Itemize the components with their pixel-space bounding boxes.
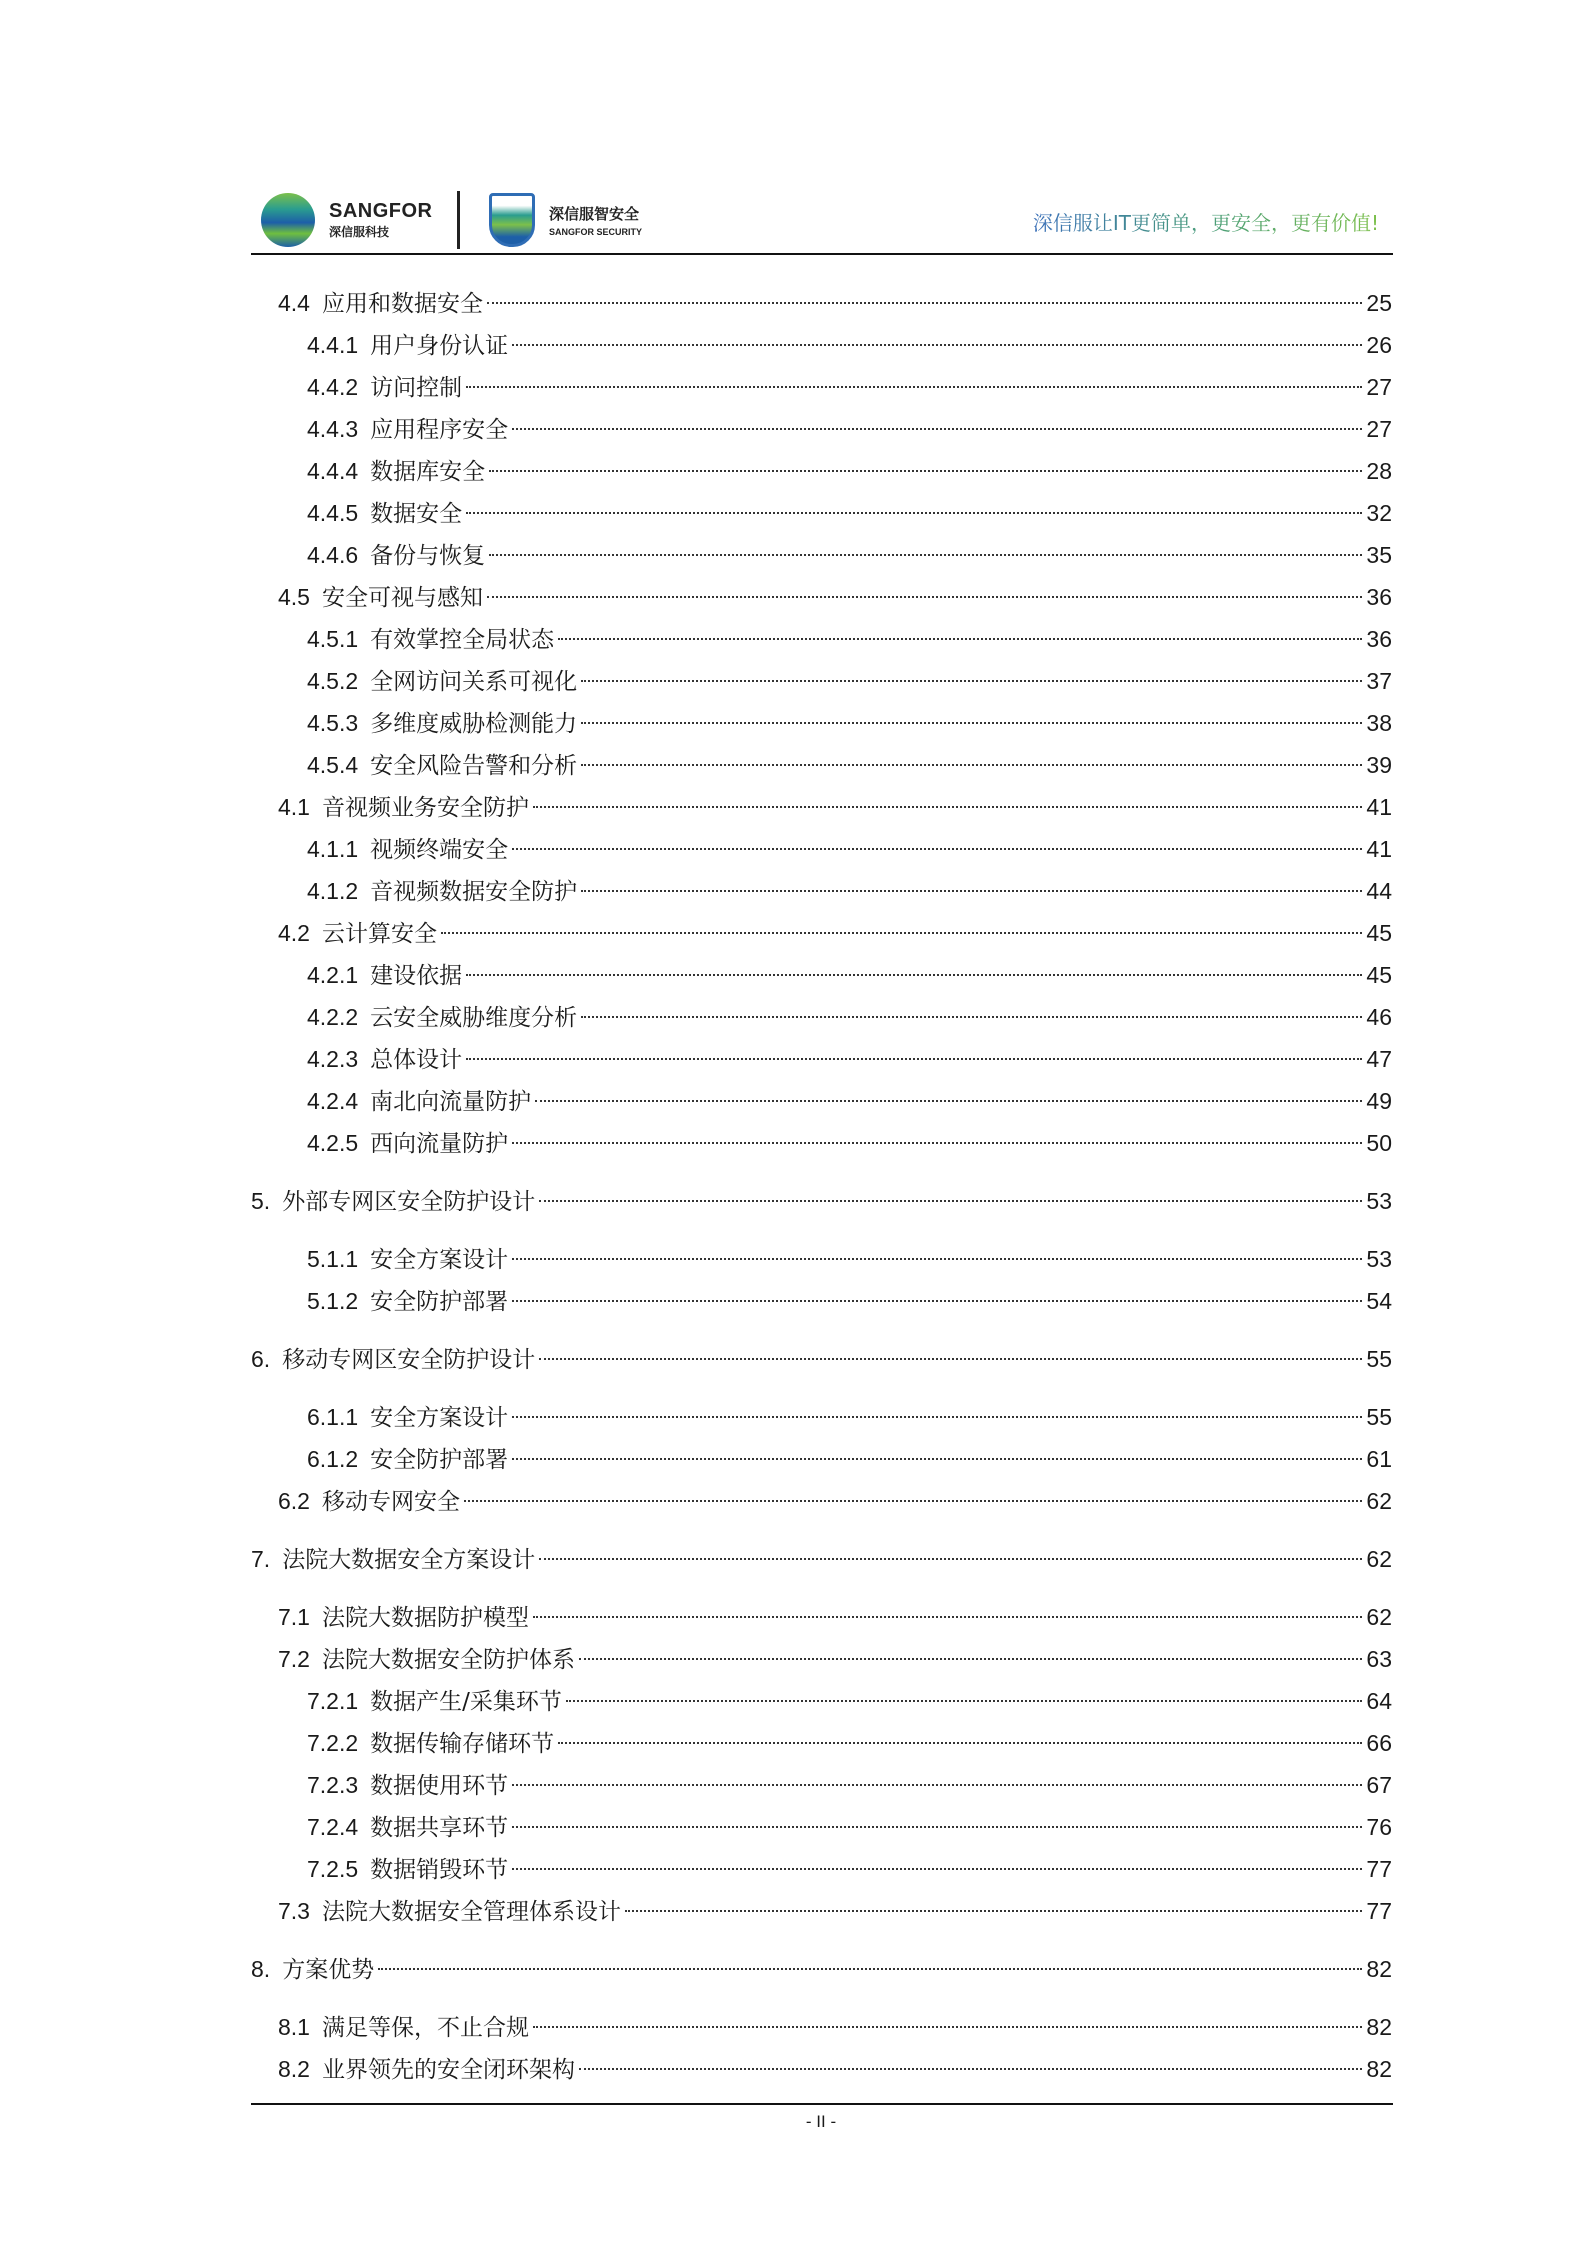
header-rule — [251, 253, 1393, 255]
toc-entry-title: 音视频业务安全防护 — [321, 795, 529, 821]
toc-entry-page: 66 — [1366, 1730, 1392, 1756]
toc-entry-number: 4.4 — [278, 290, 310, 316]
toc-entry-number: 7.2.3 — [307, 1772, 359, 1798]
dot-leader — [466, 1058, 1362, 1060]
toc-entry-page: 35 — [1366, 542, 1392, 568]
toc-entry[interactable] — [251, 408, 1392, 450]
dot-leader — [464, 1500, 1362, 1502]
toc-entry-title: 安全方案设计 — [370, 1247, 509, 1273]
toc-entry-number: 4.5.4 — [307, 752, 359, 778]
toc-entry[interactable] — [251, 2006, 1392, 2048]
dot-leader — [581, 680, 1362, 682]
toc-entry[interactable] — [251, 1238, 1392, 1280]
toc-entry-page: 82 — [1366, 1956, 1392, 1982]
toc-entry-number: 4.5.1 — [307, 626, 359, 652]
toc-entry-page: 67 — [1366, 1772, 1392, 1798]
toc-entry-title: 全网访问关系可视化 — [370, 669, 578, 695]
toc-entry[interactable] — [251, 1948, 1392, 1990]
slogan: 深信服让IT更简单，更安全，更有价值! — [1033, 207, 1379, 236]
toc-entry-page: 55 — [1366, 1404, 1392, 1430]
toc-entry-page: 46 — [1366, 1004, 1392, 1030]
toc-entry-title: 数据共享环节 — [370, 1815, 509, 1841]
toc-entry-number: 7.2.5 — [307, 1856, 359, 1882]
toc-entry-page: 64 — [1366, 1688, 1392, 1714]
dot-leader — [512, 848, 1362, 850]
security-logo-cn: 深信服智安全 — [549, 205, 640, 223]
dot-leader — [487, 596, 1362, 598]
toc-entry-number: 4.2.4 — [307, 1088, 359, 1114]
toc-entry[interactable] — [251, 324, 1392, 366]
toc-entry-title: 安全防护部署 — [370, 1289, 509, 1315]
dot-leader — [512, 1868, 1362, 1870]
toc-entry-number: 4.2.5 — [307, 1130, 359, 1156]
toc-entry-number: 4.4.4 — [307, 458, 359, 484]
table-of-contents — [251, 282, 1392, 2090]
toc-entry-page: 62 — [1366, 1488, 1392, 1514]
dot-leader — [581, 890, 1362, 892]
toc-entry-number: 4.5 — [278, 584, 310, 610]
toc-entry-page: 44 — [1366, 878, 1392, 904]
toc-entry[interactable] — [251, 450, 1392, 492]
dot-leader — [512, 1142, 1362, 1144]
toc-entry[interactable] — [251, 912, 1392, 954]
toc-entry-page: 53 — [1366, 1188, 1392, 1214]
toc-entry-number: 4.4.3 — [307, 416, 359, 442]
toc-entry[interactable] — [251, 1806, 1392, 1848]
toc-entry-title: 视频终端安全 — [370, 837, 509, 863]
dot-leader — [512, 1784, 1362, 1786]
dot-leader — [466, 386, 1362, 388]
dot-leader — [539, 1200, 1362, 1202]
toc-entry-page: 77 — [1366, 1856, 1392, 1882]
toc-entry[interactable] — [251, 1122, 1392, 1164]
toc-entry-number: 7.3 — [278, 1898, 310, 1924]
dot-leader — [512, 344, 1362, 346]
toc-entry-title: 云计算安全 — [321, 921, 437, 947]
toc-entry-title: 总体设计 — [370, 1047, 463, 1073]
toc-entry-number: 5. — [251, 1188, 271, 1214]
toc-entry-title: 安全风险告警和分析 — [370, 753, 578, 779]
toc-entry-title: 数据库安全 — [370, 459, 486, 485]
toc-entry[interactable] — [251, 786, 1392, 828]
toc-entry-title: 音视频数据安全防护 — [370, 879, 578, 905]
toc-entry-number: 4.5.3 — [307, 710, 359, 736]
dot-leader — [512, 1416, 1362, 1418]
toc-entry[interactable] — [251, 576, 1392, 618]
toc-entry-title: 移动专网区安全防护设计 — [282, 1347, 536, 1373]
toc-entry-number: 6.1.2 — [307, 1446, 359, 1472]
toc-entry-title: 数据安全 — [370, 501, 463, 527]
toc-entry-number: 7.2.1 — [307, 1688, 359, 1714]
toc-entry-title: 建设依据 — [370, 963, 463, 989]
toc-entry[interactable] — [251, 660, 1392, 702]
toc-entry-title: 法院大数据防护模型 — [321, 1605, 529, 1631]
toc-entry-page: 28 — [1366, 458, 1392, 484]
toc-entry-page: 26 — [1366, 332, 1392, 358]
toc-entry-number: 4.1.1 — [307, 836, 359, 862]
toc-entry-title: 访问控制 — [370, 375, 463, 401]
toc-entry-number: 8.1 — [278, 2014, 310, 2040]
toc-entry-number: 5.1.1 — [307, 1246, 359, 1272]
toc-entry-number: 5.1.2 — [307, 1288, 359, 1314]
toc-entry-number: 7.2.4 — [307, 1814, 359, 1840]
toc-entry-page: 53 — [1366, 1246, 1392, 1272]
page-number: - II - — [805, 2112, 837, 2131]
toc-entry-page: 63 — [1366, 1646, 1392, 1672]
sangfor-security-logo — [489, 193, 642, 247]
toc-entry[interactable] — [251, 366, 1392, 408]
dot-leader — [535, 1100, 1362, 1102]
toc-entry-title: 业界领先的安全闭环架构 — [321, 2057, 575, 2083]
toc-entry-number: 4.1 — [278, 794, 310, 820]
footer-rule — [251, 2103, 1393, 2105]
toc-entry[interactable] — [251, 1438, 1392, 1480]
toc-entry-title: 多维度威胁检测能力 — [370, 711, 578, 737]
toc-entry-title: 数据使用环节 — [370, 1773, 509, 1799]
toc-entry-page: 37 — [1366, 668, 1392, 694]
toc-entry-title: 备份与恢复 — [370, 543, 486, 569]
dot-leader — [489, 554, 1362, 556]
toc-entry-page: 76 — [1366, 1814, 1392, 1840]
dot-leader — [489, 470, 1362, 472]
toc-entry[interactable] — [251, 828, 1392, 870]
toc-entry-title: 法院大数据安全管理体系设计 — [321, 1899, 621, 1925]
toc-entry-title: 安全防护部署 — [370, 1447, 509, 1473]
dot-leader — [533, 1616, 1362, 1618]
toc-entry-number: 7.1 — [278, 1604, 310, 1630]
toc-entry-page: 54 — [1366, 1288, 1392, 1314]
toc-entry-page: 50 — [1366, 1130, 1392, 1156]
dot-leader — [441, 932, 1362, 934]
toc-entry-page: 41 — [1366, 836, 1392, 862]
dot-leader — [579, 2068, 1362, 2070]
logo-brand-cn: 深信服科技 — [329, 225, 390, 239]
toc-entry-page: 39 — [1366, 752, 1392, 778]
toc-entry-title: 云安全威胁维度分析 — [370, 1005, 578, 1031]
toc-entry-page: 45 — [1366, 920, 1392, 946]
toc-entry-number: 8.2 — [278, 2056, 310, 2082]
toc-entry[interactable] — [251, 1280, 1392, 1322]
dot-leader — [466, 512, 1362, 514]
dot-leader — [581, 764, 1362, 766]
toc-entry[interactable] — [251, 1722, 1392, 1764]
toc-entry-page: 62 — [1366, 1604, 1392, 1630]
toc-entry-number: 4.2.1 — [307, 962, 359, 988]
dot-leader — [512, 1458, 1362, 1460]
toc-entry[interactable] — [251, 1638, 1392, 1680]
toc-entry[interactable] — [251, 744, 1392, 786]
toc-entry[interactable] — [251, 702, 1392, 744]
toc-entry-number: 4.5.2 — [307, 668, 359, 694]
toc-entry-title: 满足等保，不止合规 — [321, 2015, 529, 2041]
toc-entry[interactable] — [251, 954, 1392, 996]
toc-entry-title: 数据传输存储环节 — [370, 1731, 555, 1757]
toc-entry-number: 6. — [251, 1346, 271, 1372]
toc-entry[interactable] — [251, 1080, 1392, 1122]
toc-entry[interactable] — [251, 1338, 1392, 1380]
shield-icon — [489, 193, 535, 247]
toc-entry-number: 4.4.6 — [307, 542, 359, 568]
dot-leader — [512, 1826, 1362, 1828]
toc-entry-title: 应用程序安全 — [370, 417, 509, 443]
toc-entry-page: 62 — [1366, 1546, 1392, 1572]
toc-entry[interactable] — [251, 618, 1392, 660]
toc-entry-title: 数据产生/采集环节 — [370, 1689, 562, 1715]
toc-entry-page: 27 — [1366, 416, 1392, 442]
toc-entry-page: 25 — [1366, 290, 1392, 316]
toc-entry[interactable] — [251, 870, 1392, 912]
toc-entry-title: 方案优势 — [282, 1957, 375, 1983]
toc-entry-title: 用户身份认证 — [370, 333, 509, 359]
toc-entry-number: 7.2 — [278, 1646, 310, 1672]
toc-entry-page: 38 — [1366, 710, 1392, 736]
dot-leader — [625, 1910, 1362, 1912]
toc-entry-title: 外部专网区安全防护设计 — [282, 1189, 536, 1215]
toc-entry-number: 4.2.2 — [307, 1004, 359, 1030]
toc-entry-title: 法院大数据安全方案设计 — [282, 1547, 536, 1573]
dot-leader — [533, 2026, 1362, 2028]
toc-entry-number: 4.4.1 — [307, 332, 359, 358]
toc-entry-page: 41 — [1366, 794, 1392, 820]
toc-entry-page: 55 — [1366, 1346, 1392, 1372]
toc-entry[interactable] — [251, 1038, 1392, 1080]
dot-leader — [581, 722, 1362, 724]
toc-entry-number: 7.2.2 — [307, 1730, 359, 1756]
toc-entry-number: 8. — [251, 1956, 271, 1982]
toc-entry-title: 法院大数据安全防护体系 — [321, 1647, 575, 1673]
toc-entry-number: 4.4.5 — [307, 500, 359, 526]
toc-entry-title: 西向流量防护 — [370, 1131, 509, 1157]
dot-leader — [533, 806, 1362, 808]
toc-entry-title: 安全方案设计 — [370, 1405, 509, 1431]
dot-leader — [579, 1658, 1362, 1660]
dot-leader — [539, 1358, 1362, 1360]
dot-leader — [512, 1300, 1362, 1302]
toc-entry-page: 77 — [1366, 1898, 1392, 1924]
toc-entry-title: 南北向流量防护 — [370, 1089, 532, 1115]
toc-entry-page: 36 — [1366, 626, 1392, 652]
dot-leader — [558, 1742, 1362, 1744]
toc-entry-page: 49 — [1366, 1088, 1392, 1114]
toc-entry[interactable] — [251, 1680, 1392, 1722]
page-header — [251, 185, 1393, 255]
toc-entry[interactable] — [251, 1848, 1392, 1890]
toc-entry-page: 27 — [1366, 374, 1392, 400]
toc-entry[interactable] — [251, 2048, 1392, 2090]
toc-entry-number: 6.1.1 — [307, 1404, 359, 1430]
logo-divider — [457, 191, 460, 249]
dot-leader — [466, 974, 1362, 976]
toc-entry[interactable] — [251, 1396, 1392, 1438]
toc-entry[interactable] — [251, 1596, 1392, 1638]
toc-entry-title: 应用和数据安全 — [321, 291, 483, 317]
dot-leader — [581, 1016, 1362, 1018]
toc-entry-page: 82 — [1366, 2056, 1392, 2082]
toc-entry[interactable] — [251, 1180, 1392, 1222]
dot-leader — [566, 1700, 1363, 1702]
dot-leader — [378, 1968, 1362, 1970]
toc-entry-page: 32 — [1366, 500, 1392, 526]
toc-entry[interactable] — [251, 534, 1392, 576]
toc-entry-title: 移动专网安全 — [321, 1489, 460, 1515]
toc-entry-number: 4.2.3 — [307, 1046, 359, 1072]
logo-brand-en: SANGFOR — [329, 200, 433, 222]
toc-entry[interactable] — [251, 1764, 1392, 1806]
toc-entry-number: 4.2 — [278, 920, 310, 946]
toc-entry-title: 数据销毁环节 — [370, 1857, 509, 1883]
toc-entry[interactable] — [251, 282, 1392, 324]
dot-leader — [512, 1258, 1362, 1260]
toc-entry-number: 7. — [251, 1546, 271, 1572]
dot-leader — [558, 638, 1362, 640]
toc-entry-number: 6.2 — [278, 1488, 310, 1514]
toc-entry-page: 61 — [1366, 1446, 1392, 1472]
toc-entry-page: 45 — [1366, 962, 1392, 988]
toc-entry-number: 4.1.2 — [307, 878, 359, 904]
security-logo-en: SANGFOR SECURITY — [549, 227, 643, 237]
toc-entry-number: 4.4.2 — [307, 374, 359, 400]
toc-entry-page: 82 — [1366, 2014, 1392, 2040]
toc-entry[interactable] — [251, 1890, 1392, 1932]
dot-leader — [487, 302, 1362, 304]
toc-entry-title: 安全可视与感知 — [321, 585, 483, 611]
toc-entry[interactable] — [251, 1480, 1392, 1522]
toc-entry-page: 47 — [1366, 1046, 1392, 1072]
toc-entry[interactable] — [251, 996, 1392, 1038]
sangfor-globe-icon — [261, 193, 315, 247]
dot-leader — [512, 428, 1362, 430]
toc-entry[interactable] — [251, 492, 1392, 534]
sangfor-logo — [261, 193, 433, 247]
toc-entry-title: 有效掌控全局状态 — [370, 627, 555, 653]
toc-entry[interactable] — [251, 1538, 1392, 1580]
toc-entry-page: 36 — [1366, 584, 1392, 610]
dot-leader — [539, 1558, 1362, 1560]
